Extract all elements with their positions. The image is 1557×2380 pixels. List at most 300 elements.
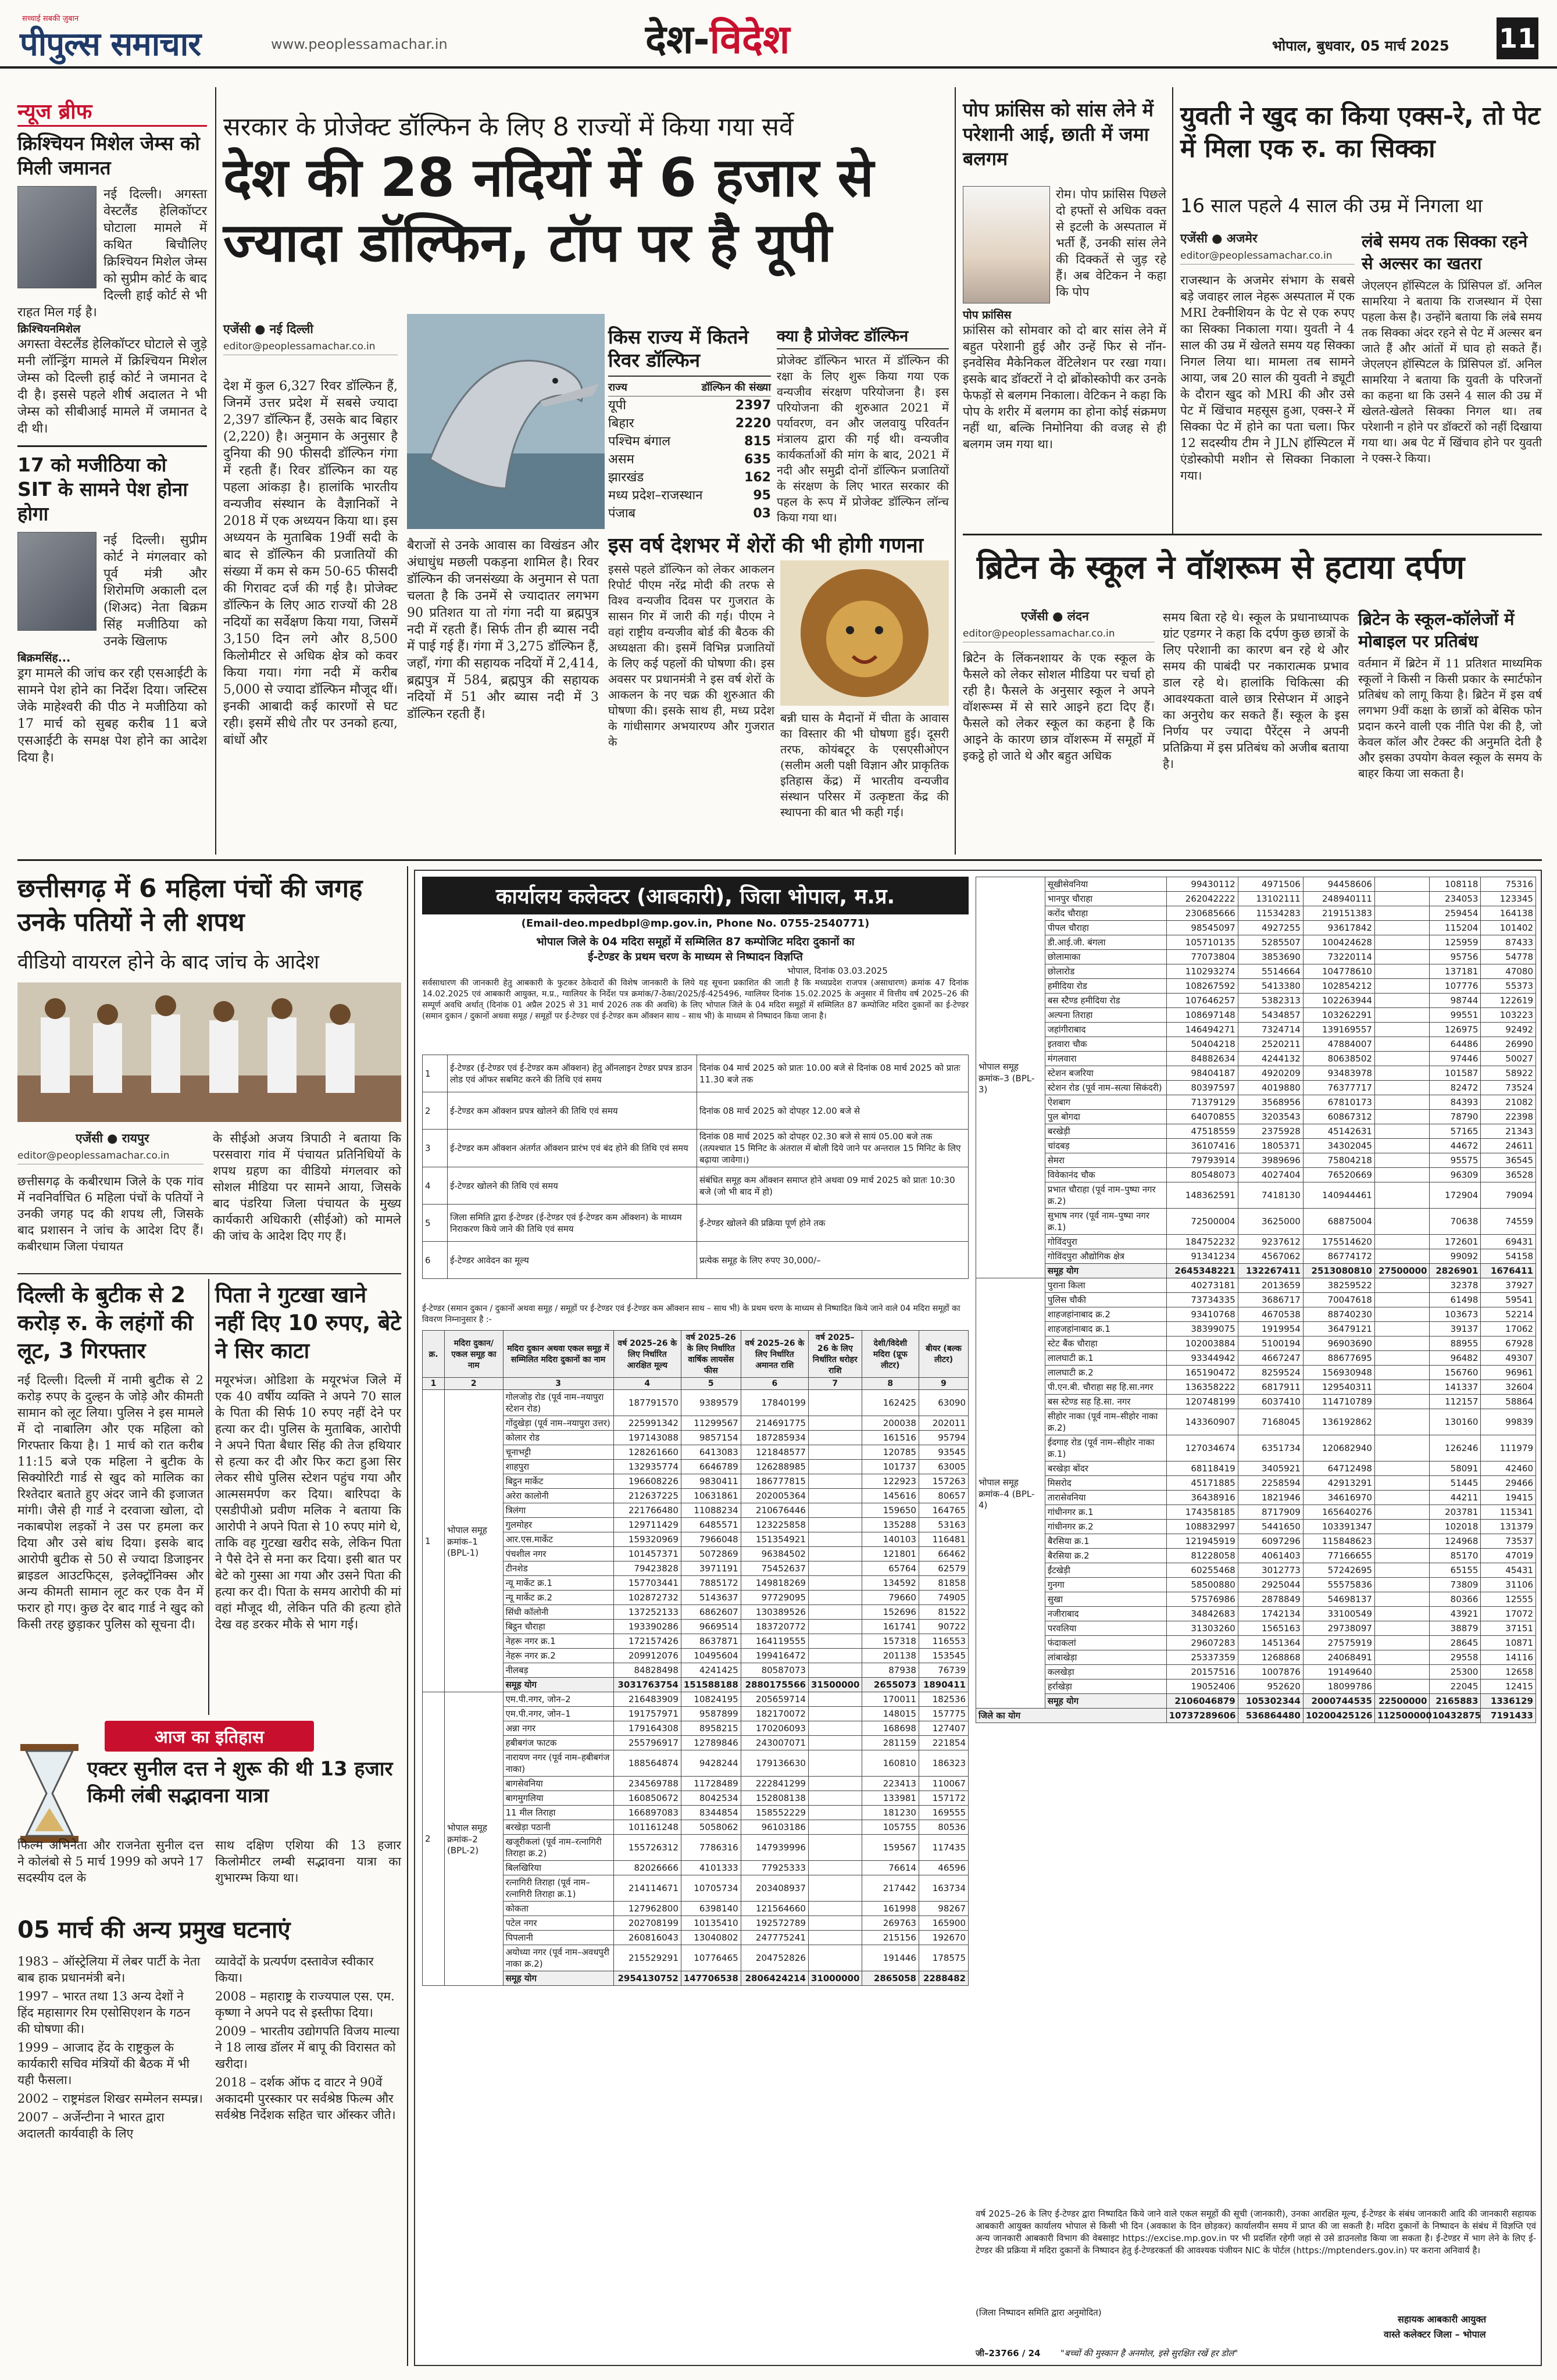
shop-value: 12789846 <box>681 1736 741 1750</box>
shop-name: स्टेशन रोड (पूर्व नाम–सत्या सिकंदरी) <box>1045 1081 1166 1095</box>
grid-number-cell: 2 <box>445 1378 503 1390</box>
shop-value: 8042534 <box>681 1791 741 1806</box>
lion-headline[interactable]: इस वर्ष देशभर में शेरों की भी होगी गणना <box>608 534 924 558</box>
xray-byline: एजेंसी ● अजमेर <box>1180 231 1258 245</box>
shop-value: 61498 <box>1430 1293 1481 1307</box>
shop-value: 60867312 <box>1303 1110 1374 1124</box>
shop-name: सीहोर नाका (पूर्व नाम–सीहोर नाका क्र.2) <box>1045 1409 1166 1435</box>
shop-row <box>976 1153 1536 1168</box>
shop-row <box>976 906 1536 921</box>
shop-value: 155726312 <box>613 1835 681 1861</box>
group-total-value: 105302344 <box>1238 1694 1303 1709</box>
schedule-event: ई-टेण्डर खोलने की तिथि एवं समय <box>448 1167 697 1205</box>
shop-value <box>1374 1578 1430 1592</box>
chhattisgarh-column-1: छत्तीसगढ़ के कबीरधाम जिले के एक गांव में नवनिर्वाचित 6 महिला पंचों के पतियों ने उनकी जगह पद की शपथ ली, जिसके बाद प्रशासन ने जांच के आदेश दिए हैं। कबीरधाम जिला पंचायत <box>17 1174 203 1253</box>
tender-intro: सर्वसाधारण की जानकारी हेतु आबकारी के फुटकर ठेकेदारों की विशेष जानकारी के लिये यह सूचना प्रकाशित की जाती है कि मध्यप्रदेश राजपत्र (असाधारण) क्रमांक 47 दिनांक 14.02.2025 एवं आबकारी आयुक्त, म.प्र., ग्वालियर के निर्देश पत्र क्रमांक/7-ठेका/2025/ई-425496, ग्वालियर दिनांक 15.02.2025 के अनुसार में वित्तीय वर्ष 2025–26 की सम्पूर्ण अवधि अर्थात् (दिनांक 01 अप्रैल 2025 से 31 मार्च 2026 तक की अवधि) के लिए भोपाल जिले के 04 मदिरा समूहों में सम्मिलित 87 कम्पोजिट मदिरा दुकानों का ई-टेण्डर (समान दुकान / दुकानों अथवा समूह / समूहों पर ई-टेण्डर एवं ई-टेण्डर कम ऑक्शन साथ – साथ भी) के माध्यम से निष्पादन किया जाना है। <box>422 978 969 1021</box>
britain-headline[interactable]: ब्रिटेन के स्कूल ने वॉशरूम से हटाया दर्पण <box>977 549 1465 587</box>
shop-row <box>976 877 1536 892</box>
shop-value: 65155 <box>1430 1563 1481 1578</box>
shop-value: 2878849 <box>1238 1592 1303 1607</box>
dolphin-table-row <box>608 487 771 505</box>
shop-value <box>808 1692 862 1707</box>
shop-value: 42460 <box>1481 1461 1536 1476</box>
group-total-value: 22500000 <box>1374 1694 1430 1709</box>
shop-value: 21343 <box>1481 1124 1536 1139</box>
shop-value: 182170072 <box>741 1707 808 1721</box>
shop-value: 104778610 <box>1303 964 1374 979</box>
shop-value: 14116 <box>1481 1650 1536 1665</box>
shop-value: 162425 <box>862 1390 919 1416</box>
shop-value: 172601 <box>1430 1235 1481 1249</box>
lion-column-2: बन्नी घास के मैदानों में चीता के आवास का विस्तार की भी घोषणा हुई। दूसरी तरफ, कोयंबटूर के एसएसीओएन (सलीम अली पक्षी विज्ञान और प्राकृतिक इतिहास केंद्र) में भारतीय वन्यजीव संस्थान परिसर में उत्कृष्टता केंद्र की स्थापना की बात भी कही गई। <box>780 711 949 819</box>
xray-subheadline: 16 साल पहले 4 साल की उम्र में निगला था <box>1180 194 1483 217</box>
shop-value: 3971191 <box>681 1561 741 1576</box>
history-headline[interactable]: एक्टर सुनील दत्त ने शुरू की थी 13 हजार किमी लंबी सद्भावना यात्रा <box>87 1757 393 1807</box>
shop-row <box>976 935 1536 950</box>
shop-name: न्यू मार्केट क्र.2 <box>503 1591 613 1605</box>
shop-row <box>423 1390 969 1416</box>
shop-name: गुनगा <box>1045 1578 1166 1592</box>
shop-value: 101587 <box>1430 1066 1481 1081</box>
shop-value: 95794 <box>919 1431 968 1445</box>
shop-value: 50404218 <box>1166 1037 1238 1052</box>
shop-value: 9587899 <box>681 1707 741 1721</box>
shop-row <box>423 1503 969 1518</box>
shop-name: परवलिया <box>1045 1621 1166 1636</box>
shop-row <box>423 1547 969 1561</box>
shop-value: 187285934 <box>741 1431 808 1445</box>
brief1-photo <box>17 186 97 288</box>
shop-row <box>976 1476 1536 1491</box>
shop-value: 2925044 <box>1238 1578 1303 1592</box>
logo-tagline: सच्चाई सबकी ज़ुबान <box>22 15 79 23</box>
shop-value: 163734 <box>919 1875 968 1902</box>
britain-email[interactable]: editor@peoplessamachar.co.in <box>963 628 1155 642</box>
shop-value: 6398140 <box>681 1902 741 1916</box>
shop-value: 79423828 <box>613 1561 681 1576</box>
shop-name: पटेल नगर <box>503 1916 613 1931</box>
website-url[interactable]: www.peoplessamachar.in <box>271 36 448 52</box>
shop-row <box>423 1474 969 1489</box>
shop-value: 10495604 <box>681 1649 741 1663</box>
shop-name: त्रिलंगा <box>503 1503 613 1518</box>
shop-name: लालघाटी क्र.1 <box>1045 1351 1166 1366</box>
shop-value: 81228058 <box>1166 1549 1238 1563</box>
shop-value: 42913291 <box>1303 1476 1374 1491</box>
shop-value: 102872732 <box>613 1591 681 1605</box>
shop-value: 186323 <box>919 1750 968 1777</box>
xray-byline-block <box>1180 230 1355 265</box>
group-total-value: 147706538 <box>681 1971 741 1986</box>
shop-value: 221854 <box>919 1736 968 1750</box>
shop-value: 50027 <box>1481 1052 1536 1066</box>
shop-value: 49307 <box>1481 1351 1536 1366</box>
dolphin-byline-block <box>223 321 398 355</box>
shop-name: बैरसिया क्र.1 <box>1045 1534 1166 1549</box>
xray-email[interactable]: editor@peoplessamachar.co.in <box>1180 250 1355 265</box>
pope-headline[interactable]: पोप फ्रांसिस को सांस लेने में परेशानी आई, छाती में जमा बलगम <box>963 99 1154 170</box>
shop-value <box>808 1620 862 1634</box>
shop-value: 260816043 <box>613 1931 681 1945</box>
shop-name: कोकता <box>503 1902 613 1916</box>
shop-name: गांधीनगर क्र.1 <box>1045 1505 1166 1520</box>
shop-row <box>423 1576 969 1591</box>
shop-value: 157703441 <box>613 1576 681 1591</box>
shop-value <box>808 1605 862 1620</box>
shop-value: 45431 <box>1481 1563 1536 1578</box>
shop-value: 20157516 <box>1166 1665 1238 1679</box>
shop-value: 4927255 <box>1238 921 1303 935</box>
shop-value: 74905 <box>919 1591 968 1605</box>
shop-value: 75452637 <box>741 1561 808 1576</box>
grid-header-cell: मदिरा दुकान/ एकल समूह का नाम <box>445 1331 503 1378</box>
shop-value: 80536 <box>919 1820 968 1835</box>
brief2-headline[interactable]: 17 को मजीठिया को SIT के सामने पेश होना होगा <box>17 453 188 525</box>
brief1-photo-caption: क्रिश्चियनमिशेल <box>17 323 81 335</box>
shop-value: 54778 <box>1481 950 1536 964</box>
shop-value: 137252133 <box>613 1605 681 1620</box>
shop-value: 161998 <box>862 1902 919 1916</box>
shop-value: 3853690 <box>1238 950 1303 964</box>
dolphin-table-row <box>608 451 771 469</box>
shop-value: 179136630 <box>741 1750 808 1777</box>
shop-value: 168698 <box>862 1721 919 1736</box>
shop-name: नेहरू नगर क्र.2 <box>503 1649 613 1663</box>
shop-value: 31106 <box>1481 1578 1536 1592</box>
shop-value <box>808 1460 862 1474</box>
shop-name: पंचशील नगर <box>503 1547 613 1561</box>
shop-row <box>976 1435 1536 1461</box>
shop-value: 96961 <box>1481 1366 1536 1380</box>
shop-value: 65764 <box>862 1561 919 1576</box>
shop-value: 12658 <box>1481 1665 1536 1679</box>
shop-value: 164119555 <box>741 1634 808 1649</box>
shop-value: 3989696 <box>1238 1153 1303 1168</box>
shop-value <box>808 1931 862 1945</box>
grand-total-value: 10737289606 <box>1166 1709 1238 1723</box>
shop-value <box>1374 1621 1430 1636</box>
shop-value: 164765 <box>919 1503 968 1518</box>
shop-value: 28645 <box>1430 1636 1481 1650</box>
shop-value: 126975 <box>1430 1023 1481 1037</box>
shop-row <box>423 1721 969 1736</box>
shop-row <box>423 1820 969 1835</box>
shop-name: शाहजहांनाबाद क्र.1 <box>1045 1322 1166 1336</box>
shop-value: 88740230 <box>1303 1307 1374 1322</box>
shop-value <box>808 1561 862 1576</box>
xray-ulcer-box <box>1362 230 1542 466</box>
shop-value: 121801 <box>862 1547 919 1561</box>
shop-value <box>808 1835 862 1861</box>
shop-name: कलखेड़ा <box>1045 1665 1166 1679</box>
shop-value: 101402 <box>1481 921 1536 935</box>
shop-value <box>1374 1520 1430 1534</box>
shop-value <box>1374 1409 1430 1435</box>
shop-value: 68118419 <box>1166 1461 1238 1476</box>
shop-value: 120785 <box>862 1445 919 1460</box>
shop-value: 120748199 <box>1166 1395 1238 1409</box>
shop-value: 193390286 <box>613 1620 681 1634</box>
shop-value <box>808 1503 862 1518</box>
dolphin-headline[interactable]: देश की 28 नदियों में 6 हजार से ज्यादा डॉल्फिन, टॉप पर है यूपी <box>223 146 874 274</box>
shop-value: 10631861 <box>681 1489 741 1503</box>
schedule-event: ई-टेण्डर कम ऑक्शन प्रपत्र खोलने की तिथि एवं समय <box>448 1092 697 1130</box>
shop-value: 24611 <box>1481 1139 1536 1153</box>
shop-value: 5441650 <box>1238 1520 1303 1534</box>
shop-name: ईंटखेड़ी <box>1045 1563 1166 1578</box>
shop-name: अरेरा कालोनी <box>503 1489 613 1503</box>
shop-value: 45142631 <box>1303 1124 1374 1139</box>
shop-value <box>808 1916 862 1931</box>
grid-number-row <box>423 1378 969 1390</box>
shop-row <box>976 1578 1536 1592</box>
pope-story <box>963 186 1166 452</box>
shop-value: 5058062 <box>681 1820 741 1835</box>
shop-value <box>808 1663 862 1678</box>
shop-value: 10824195 <box>681 1692 741 1707</box>
dolphin-table-rows <box>608 396 771 523</box>
shop-value: 90722 <box>919 1620 968 1634</box>
shop-value <box>808 1750 862 1777</box>
shop-value: 243007071 <box>741 1736 808 1750</box>
brief1-headline[interactable]: क्रिश्चियन मिशेल जेम्स को मिली जमानत <box>17 132 200 179</box>
shop-value: 158552229 <box>741 1806 808 1820</box>
shop-name: गोविंदपुरा औद्योगिक क्षेत्र <box>1045 1249 1166 1264</box>
grid-number-cell: 8 <box>862 1378 919 1390</box>
gutka-headline[interactable]: पिता ने गुटखा खाने नहीं दिए 10 रुपए, बेटे ने सिर काटा <box>215 1282 401 1363</box>
shop-value: 54158 <box>1481 1249 1536 1264</box>
schedule-event: जिला समिति द्वारा ई-टेण्डर (ई-टेण्डर एवं ई-टेण्डर कम ऑक्शन) के माध्यम निराकरण किये जाने की तिथि एवं समय <box>448 1205 697 1242</box>
dolphin-count: 95 <box>753 488 771 503</box>
dolphin-column-1: देश में कुल 6,327 रिवर डॉल्फिन हैं, जिनमें उत्तर प्रदेश में सबसे ज्यादा 2,397 डॉल्फिन हैं, उसके बाद बिहार (2,220) है। अनुमान के अनुसार है दुनिया की 90 फीसदी डॉल्फिन गंगा में रहती हैं। रिवर डॉल्फिन का यह पहला आंकड़ा है। हालांकि भारतीय वन्यजीव संस्थान के वैज्ञानिकों ने 2018 में एक अध्ययन किया था। इस अध्ययन के मुताबिक 19वीं सदी के बाद से डॉल्फिन की प्रजातियों की संख्या में कम से कम 50-65 फीसदी की गिरावट दर्ज की गई है। प्रोजेक्ट डॉल्फिन के लिए आठ राज्यों की 28 नदियों का सर्वेक्षण किया गया, जिसमें 3,150 दिन लगे और 8,500 किलोमीटर से अधिक क्षेत्र को कवर किया गया। गंगा नदी में करीब 5,000 से ज्यादा डॉल्फिन मौजूद थीं। इनकी आबादी कई कारणों से घट रही। इसमें सीधे तौर पर उनको हत्या, बांधों और <box>223 379 398 748</box>
shop-value: 57576986 <box>1166 1592 1238 1607</box>
pope-body-bottom: फ्रांसिस को सोमवार को दो बार सांस लेने में बहुत परेशानी हुई और उन्हें फिर से नॉन-इनवेसिव मैकेनिकल वेंटिलेशन पर रखा गया। इसके बाद डॉक्टरों ने दो ब्रोंकोस्कोपी कर उनके फेफड़ों से बलगम निकाला। वेटिकन ने कहा कि पोप के शरीर में बलगम का होना कोई संक्रमण नहीं था, बल्कि निमोनिया की वजह से ही बलगम जम गया था। <box>963 323 1166 451</box>
shop-value: 166897083 <box>613 1806 681 1820</box>
shop-name: बस स्टेण्ड सह हि.सा. नगर <box>1045 1395 1166 1409</box>
shop-value: 170206093 <box>741 1721 808 1736</box>
shop-value: 157775 <box>919 1707 968 1721</box>
schedule-event: ई-टेण्डर आवेदन का मूल्य <box>448 1242 697 1279</box>
dolphin-email[interactable]: editor@peoplessamachar.co.in <box>223 341 398 355</box>
group-total-value: 1676411 <box>1481 1264 1536 1278</box>
shop-name: गोलजोड़ रोड (पूर्व नाम–नयापुरा स्टेशन रोड) <box>503 1390 613 1416</box>
dolphin-count: 2397 <box>735 398 771 413</box>
shop-value: 159567 <box>862 1835 919 1861</box>
shop-value: 203781 <box>1430 1505 1481 1520</box>
hourglass-icon <box>17 1744 81 1843</box>
shop-value: 161741 <box>862 1620 919 1634</box>
shop-value: 126246 <box>1430 1435 1481 1461</box>
shop-value: 2520211 <box>1238 1037 1303 1052</box>
shop-name: नीलबड़ <box>503 1663 613 1678</box>
shop-name: गुलमोहर <box>503 1518 613 1532</box>
shop-value: 93344942 <box>1166 1351 1238 1366</box>
shop-name: न्यू मार्केट क्र.1 <box>503 1576 613 1591</box>
shop-value: 19415 <box>1481 1491 1536 1505</box>
shop-value: 80638502 <box>1303 1052 1374 1066</box>
shop-value: 143360907 <box>1166 1409 1238 1435</box>
shop-value <box>1374 1293 1430 1307</box>
shop-value: 108697148 <box>1166 1008 1238 1023</box>
shop-value: 8259524 <box>1238 1366 1303 1380</box>
news-brief-column <box>17 97 207 858</box>
shop-value: 8637871 <box>681 1634 741 1649</box>
shop-value <box>1374 1491 1430 1505</box>
shop-row <box>423 1750 969 1777</box>
shop-value: 141337 <box>1430 1380 1481 1395</box>
history-events-title: 05 मार्च की अन्य प्रमुख घटनाएं <box>17 1917 291 1943</box>
shop-name: पुलिस चौकी <box>1045 1293 1166 1307</box>
shop-value: 34842683 <box>1166 1607 1238 1621</box>
delhi-headline[interactable]: दिल्ली के बुटीक से 2 करोड़ रु. के लहंगों की लूट, 3 गिरफ्तार <box>17 1282 194 1363</box>
shop-value <box>1374 1607 1430 1621</box>
tender-contact: (Email-deo.mpedbpl@mp.gov.in, Phone No. 0755-2540771) <box>521 917 870 930</box>
shop-value: 43921 <box>1430 1607 1481 1621</box>
shop-row <box>976 1008 1536 1023</box>
dolphin-table-row <box>608 433 771 451</box>
shop-value: 36479121 <box>1303 1322 1374 1336</box>
shop-value <box>1374 1182 1430 1209</box>
shop-value: 6413083 <box>681 1445 741 1460</box>
shop-value: 116553 <box>919 1634 968 1649</box>
group-total-value: 2865058 <box>862 1971 919 1986</box>
chhattisgarh-headline[interactable]: छत्तीसगढ़ में 6 महिला पंचों की जगह उनके पतियों ने ली शपथ <box>17 874 363 937</box>
shop-value: 188564874 <box>613 1750 681 1777</box>
shop-value: 4567062 <box>1238 1249 1303 1264</box>
shop-value <box>1374 1679 1430 1694</box>
shop-value: 73220114 <box>1303 950 1374 964</box>
shop-value: 60255468 <box>1166 1563 1238 1578</box>
shop-value: 77925333 <box>741 1861 808 1875</box>
gutka-body: मयूरभंज। ओडिशा के मयूरभंज जिले में एक 40 वर्षीय व्यक्ति ने अपने 70 साल के पिता की सिर्फ 10 रुपए नहीं देने पर हत्या कर दी। पुलिस के मुताबिक, आरोपी ने अपने पिता बैधार सिंह की तेज हथियार से हत्या कर दी और फिर कटा हुआ सिर लेकर सीधे पुलिस स्टेशन पहुंच गया और आत्मसमर्पण कर दिया। बारिपदा के एसडीपीओ प्रवीण मलिक ने बताया कि आरोपी ने अपने पिता से 10 रुपए मांगे थे, ताकि वह गुटखा खरीद सके, लेकिन पिता ने पैसे देने से मना कर दिया। इसी बात पर बेटे को गुस्सा आ गया और उसने पिता की हत्या कर दी। पिता के समय आरोपी की मां वहां मौजूद थी, लेकिन पति की हत्या होते देख वह डरकर मौके से भाग गई। <box>215 1373 401 1631</box>
shop-value: 38399075 <box>1166 1322 1238 1336</box>
shop-value: 202011 <box>919 1416 968 1431</box>
shop-name: अयोध्या नगर (पूर्व नाम–अवधपुरी नाका क्र.2) <box>503 1945 613 1971</box>
shop-value: 18099786 <box>1303 1679 1374 1694</box>
group-total-value: 1336129 <box>1481 1694 1536 1709</box>
shop-value: 1565163 <box>1238 1621 1303 1636</box>
group-total-value: 151588188 <box>681 1678 741 1692</box>
tender-signoff-right-1: सहायक आबकारी आयुक्त <box>1398 2314 1487 2325</box>
shop-value: 6351734 <box>1238 1435 1303 1461</box>
shop-value: 149818269 <box>741 1576 808 1591</box>
shop-value: 4101333 <box>681 1861 741 1875</box>
chhattisgarh-email[interactable]: editor@peoplessamachar.co.in <box>17 1150 203 1164</box>
shop-name: सूखीसेवनिया <box>1045 877 1166 892</box>
shop-value: 9830411 <box>681 1474 741 1489</box>
shop-value: 84393 <box>1430 1095 1481 1110</box>
tender-title: कार्यालय कलेक्टर (आबकारी), जिला भोपाल, म.प्र. <box>422 877 969 914</box>
shop-row <box>976 1395 1536 1409</box>
schedule-time: ई-टेण्डर खोलने की प्रक्रिया पूर्ण होने तक <box>697 1205 969 1242</box>
shop-value: 223413 <box>862 1777 919 1791</box>
grid-header-cell: मदिरा दुकान अथवा एकल समूह में सम्मिलित मदिरा दुकानों का नाम <box>503 1331 613 1378</box>
grid-header-cell: वर्ष 2025–26 के लिए निर्धारित धरोहर राशि <box>808 1331 862 1378</box>
shop-value: 125959 <box>1430 935 1481 950</box>
shop-value <box>1374 1650 1430 1665</box>
grand-total-value: 7191433 <box>1481 1709 1536 1723</box>
shop-name: बागमुगलिया <box>503 1791 613 1806</box>
schedule-no: 1 <box>423 1055 448 1092</box>
shop-row <box>423 1791 969 1806</box>
shop-name: अल्पना तिराहा <box>1045 1008 1166 1023</box>
shop-value: 203408937 <box>741 1875 808 1902</box>
shop-value <box>808 1489 862 1503</box>
shop-value: 81522 <box>919 1605 968 1620</box>
shop-value: 5100194 <box>1238 1336 1303 1351</box>
shop-value: 140103 <box>862 1532 919 1547</box>
shop-value: 78790 <box>1430 1110 1481 1124</box>
shop-value: 58922 <box>1481 1066 1536 1081</box>
shop-row <box>976 1182 1536 1209</box>
grand-total-value: 10200425126 <box>1303 1709 1374 1723</box>
shop-value: 124968 <box>1430 1534 1481 1549</box>
shop-value: 19052406 <box>1166 1679 1238 1694</box>
shop-row <box>423 1416 969 1431</box>
group-total-label: समूह योग <box>503 1971 613 1986</box>
shop-row <box>976 1505 1536 1520</box>
shop-value: 156760 <box>1430 1366 1481 1380</box>
shop-value: 2013659 <box>1238 1278 1303 1293</box>
history-event-item: 2018 – दर्शक ऑफ द वाटर ने 90वें अकादमी पुरस्कार पर सर्वश्रेष्ठ फिल्म और सर्वश्रेष्ठ निर्देशक सहित चार ऑस्कर जीते। <box>215 2075 396 2122</box>
shop-row <box>423 1445 969 1460</box>
shop-value: 247775241 <box>741 1931 808 1945</box>
group-total-label: समूह योग <box>1045 1264 1166 1278</box>
section-title <box>645 10 790 65</box>
xray-headline[interactable]: युवती ने खुद का किया एक्स-रे, तो पेट में मिला एक रु. का सिक्का <box>1180 101 1541 163</box>
shop-value: 105755 <box>862 1820 919 1835</box>
shop-row <box>423 1518 969 1532</box>
shop-value <box>1374 1322 1430 1336</box>
shop-value: 87433 <box>1481 935 1536 950</box>
shop-value: 5514664 <box>1238 964 1303 979</box>
shop-value: 174358185 <box>1166 1505 1238 1520</box>
brief1-body: नई दिल्ली। अगस्ता वेस्टलैंड हेलिकॉप्टर घोटाला मामले में कथित बिचौलिए क्रिश्चियन मिशेल जेम्स को सुप्रीम कोर्ट के बाद दिल्ली हाई कोर्ट से भी राहत मिल गई है। <box>17 187 207 320</box>
shop-name: पी.एन.बी. चौराहा सह हि.सा.नगर <box>1045 1380 1166 1395</box>
shop-value: 96103186 <box>741 1820 808 1835</box>
shop-row <box>976 1380 1536 1395</box>
shop-value: 26990 <box>1481 1037 1536 1052</box>
schedule-row <box>423 1130 969 1167</box>
shop-value: 13102111 <box>1238 892 1303 906</box>
shop-value: 175514620 <box>1303 1235 1374 1249</box>
newspaper-logo[interactable] <box>20 13 264 63</box>
shop-value: 101457371 <box>613 1547 681 1561</box>
shop-name: बस स्टैण्ड हमीदिया रोड <box>1045 994 1166 1008</box>
shop-value <box>1374 906 1430 921</box>
shop-value: 159320969 <box>613 1532 681 1547</box>
shop-value: 136192862 <box>1303 1409 1374 1435</box>
shop-name: अन्ना नगर <box>503 1721 613 1736</box>
shop-row <box>976 1139 1536 1153</box>
shop-value: 33100549 <box>1303 1607 1374 1621</box>
shop-value: 11299567 <box>681 1416 741 1431</box>
shop-value <box>1374 1168 1430 1182</box>
shop-name: फंदाकलां <box>1045 1636 1166 1650</box>
shop-value <box>1374 1124 1430 1139</box>
shop-value: 136358222 <box>1166 1380 1238 1395</box>
shop-name: बरखेड़ा बोंदर <box>1045 1461 1166 1476</box>
shop-value: 4241425 <box>681 1663 741 1678</box>
history-banner: आज का इतिहास <box>105 1721 314 1752</box>
grid-number-cell: 4 <box>613 1378 681 1390</box>
dolphin-count: 635 <box>744 452 771 467</box>
shop-value: 55575836 <box>1303 1578 1374 1592</box>
shop-row <box>976 1066 1536 1081</box>
shop-value: 59541 <box>1481 1293 1536 1307</box>
shop-name: इतवारा चौक <box>1045 1037 1166 1052</box>
shop-value: 214691775 <box>741 1416 808 1431</box>
